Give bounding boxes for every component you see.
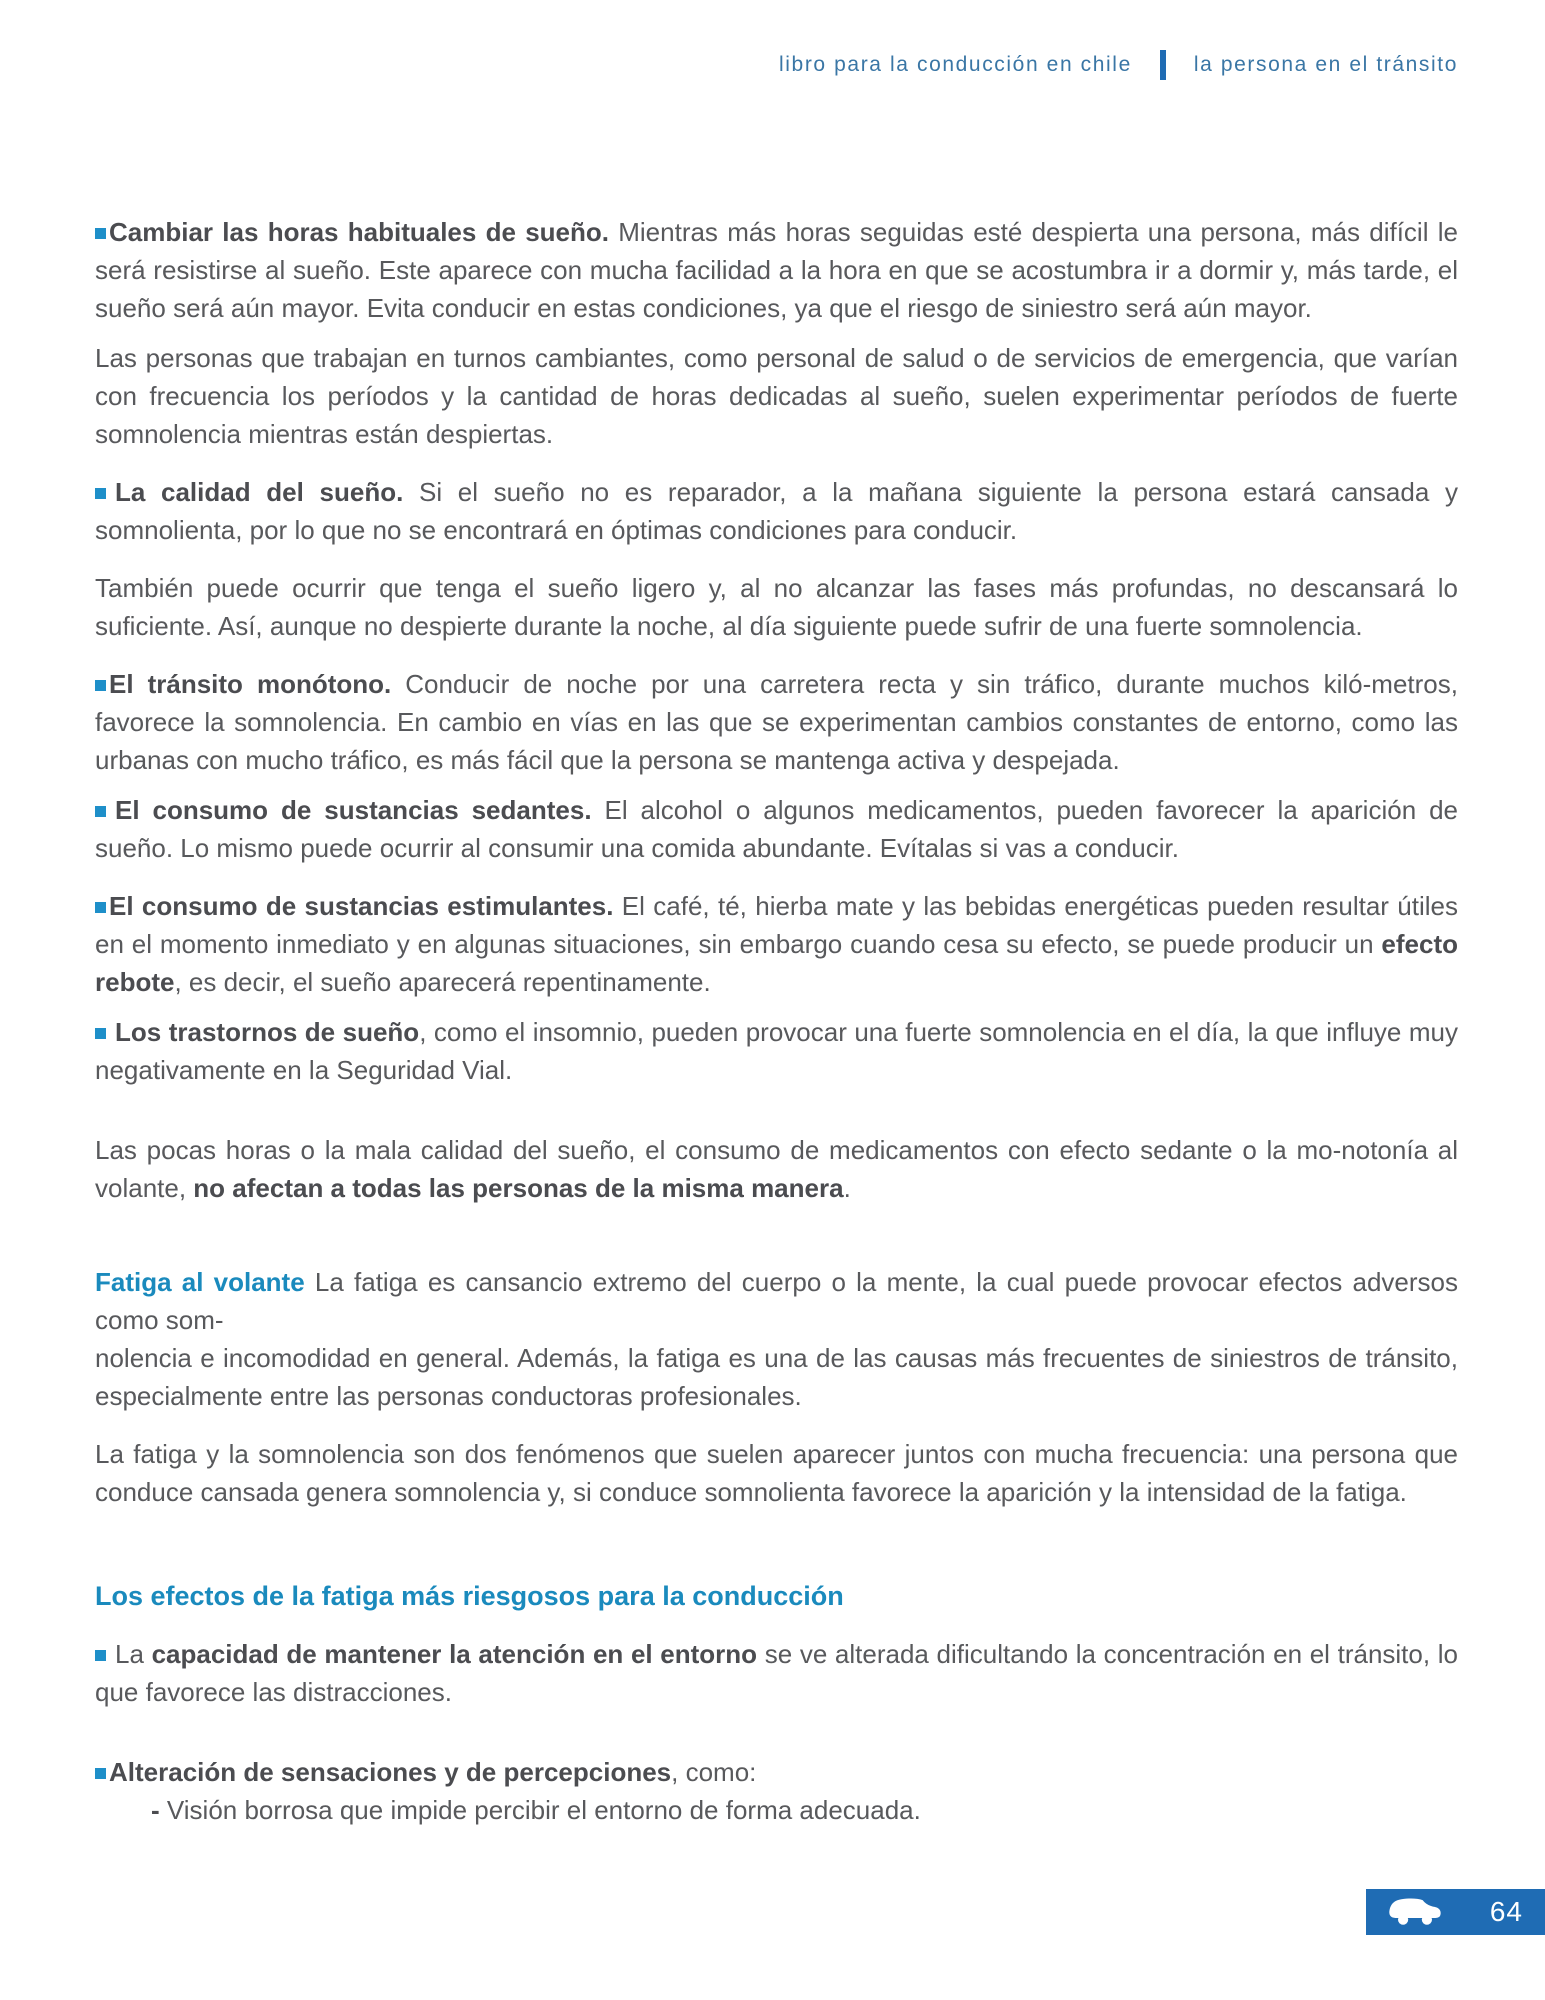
bullet-item-sustancias-sedantes: [95, 791, 1458, 867]
paragraph-fatiga-al-volante: [95, 1263, 1458, 1415]
text-run: Cambiar las horas habituales de sueño.: [109, 217, 609, 247]
page-footer: [1366, 1889, 1545, 1935]
bullet-item-transito-monotono: [95, 665, 1458, 779]
text-run: nolencia e incomodidad en general. Además, la fatiga es una de las causas más frecuentes de siniestros de tránsito, especialmente entre las personas conductoras profesionales.: [95, 1343, 1458, 1411]
text-run: Visión borrosa que impide percibir el entorno de forma adecuada.: [166, 1795, 921, 1825]
text-run: Conducir de noche por una carretera recta y sin tráfico, durante muchos kiló-metros, favorece la somnolencia. En cambio en vías en las que se experimentan cambios constantes de entorno, como las urbanas con mucho tráfico, es más fácil que la persona se mantenga activa y despejada.: [95, 669, 1458, 775]
text-run: Los trastornos de sueño: [115, 1017, 420, 1047]
text-run: -: [151, 1795, 167, 1825]
sub-list-item-vision-borrosa: [95, 1791, 1458, 1829]
header-book-title: libro para la conducción en chile: [779, 53, 1132, 76]
bullet-item-calidad-sueno: [95, 473, 1458, 549]
text-run: El consumo de sustancias sedantes.: [115, 795, 592, 825]
bullet-item-cambiar-horas: [95, 213, 1458, 327]
bullet-square-icon: [95, 1768, 106, 1779]
text-run: El tránsito monótono.: [109, 669, 392, 699]
text-run: El alcohol o algunos medicamentos, pueden favorecer la aparición de sueño. Lo mismo puede ocurrir al consumir una comida abundante. Evítalas si vas a conducir.: [95, 795, 1459, 863]
bullet-square-icon: [95, 488, 106, 499]
text-run: no afectan a todas las personas de la misma manera: [193, 1173, 844, 1203]
text-run: Alteración de sensaciones y de percepciones: [109, 1757, 672, 1787]
text-run: Si el sueño no es reparador, a la mañana siguiente la persona estará cansada y somnolienta, por lo que no se encontrará en óptimas condiciones para conducir.: [95, 477, 1458, 545]
bullet-item-trastornos-sueno: [95, 1013, 1458, 1089]
bullet-square-icon: [95, 806, 106, 817]
text-run: efecto rebote: [95, 929, 1458, 997]
bullet-item-capacidad-atencion: [95, 1635, 1458, 1711]
content-blocks: [95, 213, 1458, 1829]
bullet-square-icon: [95, 1650, 106, 1661]
paragraph-no-afectan: [95, 1131, 1458, 1207]
bullet-square-icon: [95, 680, 106, 691]
header-section-title: la persona en el tránsito: [1193, 53, 1458, 76]
car-icon: [1384, 1895, 1446, 1929]
text-run: El café, té, hierba mate y las bebidas energéticas pueden resultar útiles en el momento inmediato y en algunas situaciones, sin embargo cuando cesa su efecto, se puede producir un: [95, 891, 1458, 959]
text-run: Mientras más horas seguidas esté despierta una persona, más difícil le será resistirse al sueño. Este aparece con mucha facilidad a la hora en que se acostumbra ir a dormir y, más tarde, el sueño será aún mayor. Evita conducir en estas condiciones, ya que el riesgo de siniestro será aún mayor.: [95, 217, 1458, 323]
text-run: se ve alterada dificultando la concentración en el tránsito, lo que favorece las distracciones.: [95, 1639, 1458, 1707]
text-run: .: [843, 1173, 851, 1203]
text-run: Los efectos de la fatiga más riesgosos para la conducción: [95, 1581, 844, 1611]
bullet-item-sustancias-estimulantes: [95, 887, 1458, 1001]
text-run: , como el insomnio, pueden provocar una fuerte somnolencia en el día, la que influye muy negativamente en la Seguridad Vial.: [95, 1017, 1458, 1085]
page-header: [779, 50, 1458, 80]
paragraph-turnos-cambiantes: [95, 339, 1458, 453]
text-run: La fatiga es cansancio extremo del cuerpo o la mente, la cual puede provocar efectos adversos como som-: [95, 1267, 1458, 1335]
text-run: Las pocas horas o la mala calidad del sueño, el consumo de medicamentos con efecto sedante o la mo-notonía al volante,: [95, 1135, 1458, 1203]
text-run: La: [115, 1639, 152, 1669]
text-run: También puede ocurrir que tenga el sueño ligero y, al no alcanzar las fases más profundas, no descansará lo suficiente. Así, aunque no despierte durante la noche, al día siguiente puede sufrir de una fuerte somnolencia.: [95, 573, 1458, 641]
text-run: La calidad del sueño.: [115, 477, 404, 507]
bullet-square-icon: [95, 1028, 106, 1039]
section-heading-efectos-fatiga: [95, 1577, 1458, 1615]
bullet-square-icon: [95, 228, 106, 239]
header-divider: [1160, 50, 1166, 80]
paragraph-fatiga-somnolencia: [95, 1435, 1458, 1511]
text-run: Las personas que trabajan en turnos cambiantes, como personal de salud o de servicios de emergencia, que varían con frecuencia los períodos y la cantidad de horas dedicadas al sueño, suelen experimentar períodos de fuerte somnolencia mientras están despiertas.: [95, 343, 1458, 449]
text-run: capacidad de mantener la atención en el entorno: [151, 1639, 758, 1669]
paragraph-sueno-ligero: [95, 569, 1458, 645]
bullet-square-icon: [95, 902, 106, 913]
text-run: , como:: [671, 1757, 757, 1787]
text-run: El consumo de sustancias estimulantes.: [109, 891, 614, 921]
text-run: , es decir, el sueño aparecerá repentinamente.: [174, 967, 711, 997]
bullet-item-alteracion-sensaciones: [95, 1753, 1458, 1791]
text-run: Fatiga al volante: [95, 1267, 305, 1297]
text-run: La fatiga y la somnolencia son dos fenómenos que suelen aparecer juntos con mucha frecuencia: una persona que conduce cansada genera somnolencia y, si conduce somnolienta favorece la aparición y la intensidad de la fatiga.: [95, 1439, 1458, 1507]
page-number: 64: [1489, 1896, 1523, 1927]
